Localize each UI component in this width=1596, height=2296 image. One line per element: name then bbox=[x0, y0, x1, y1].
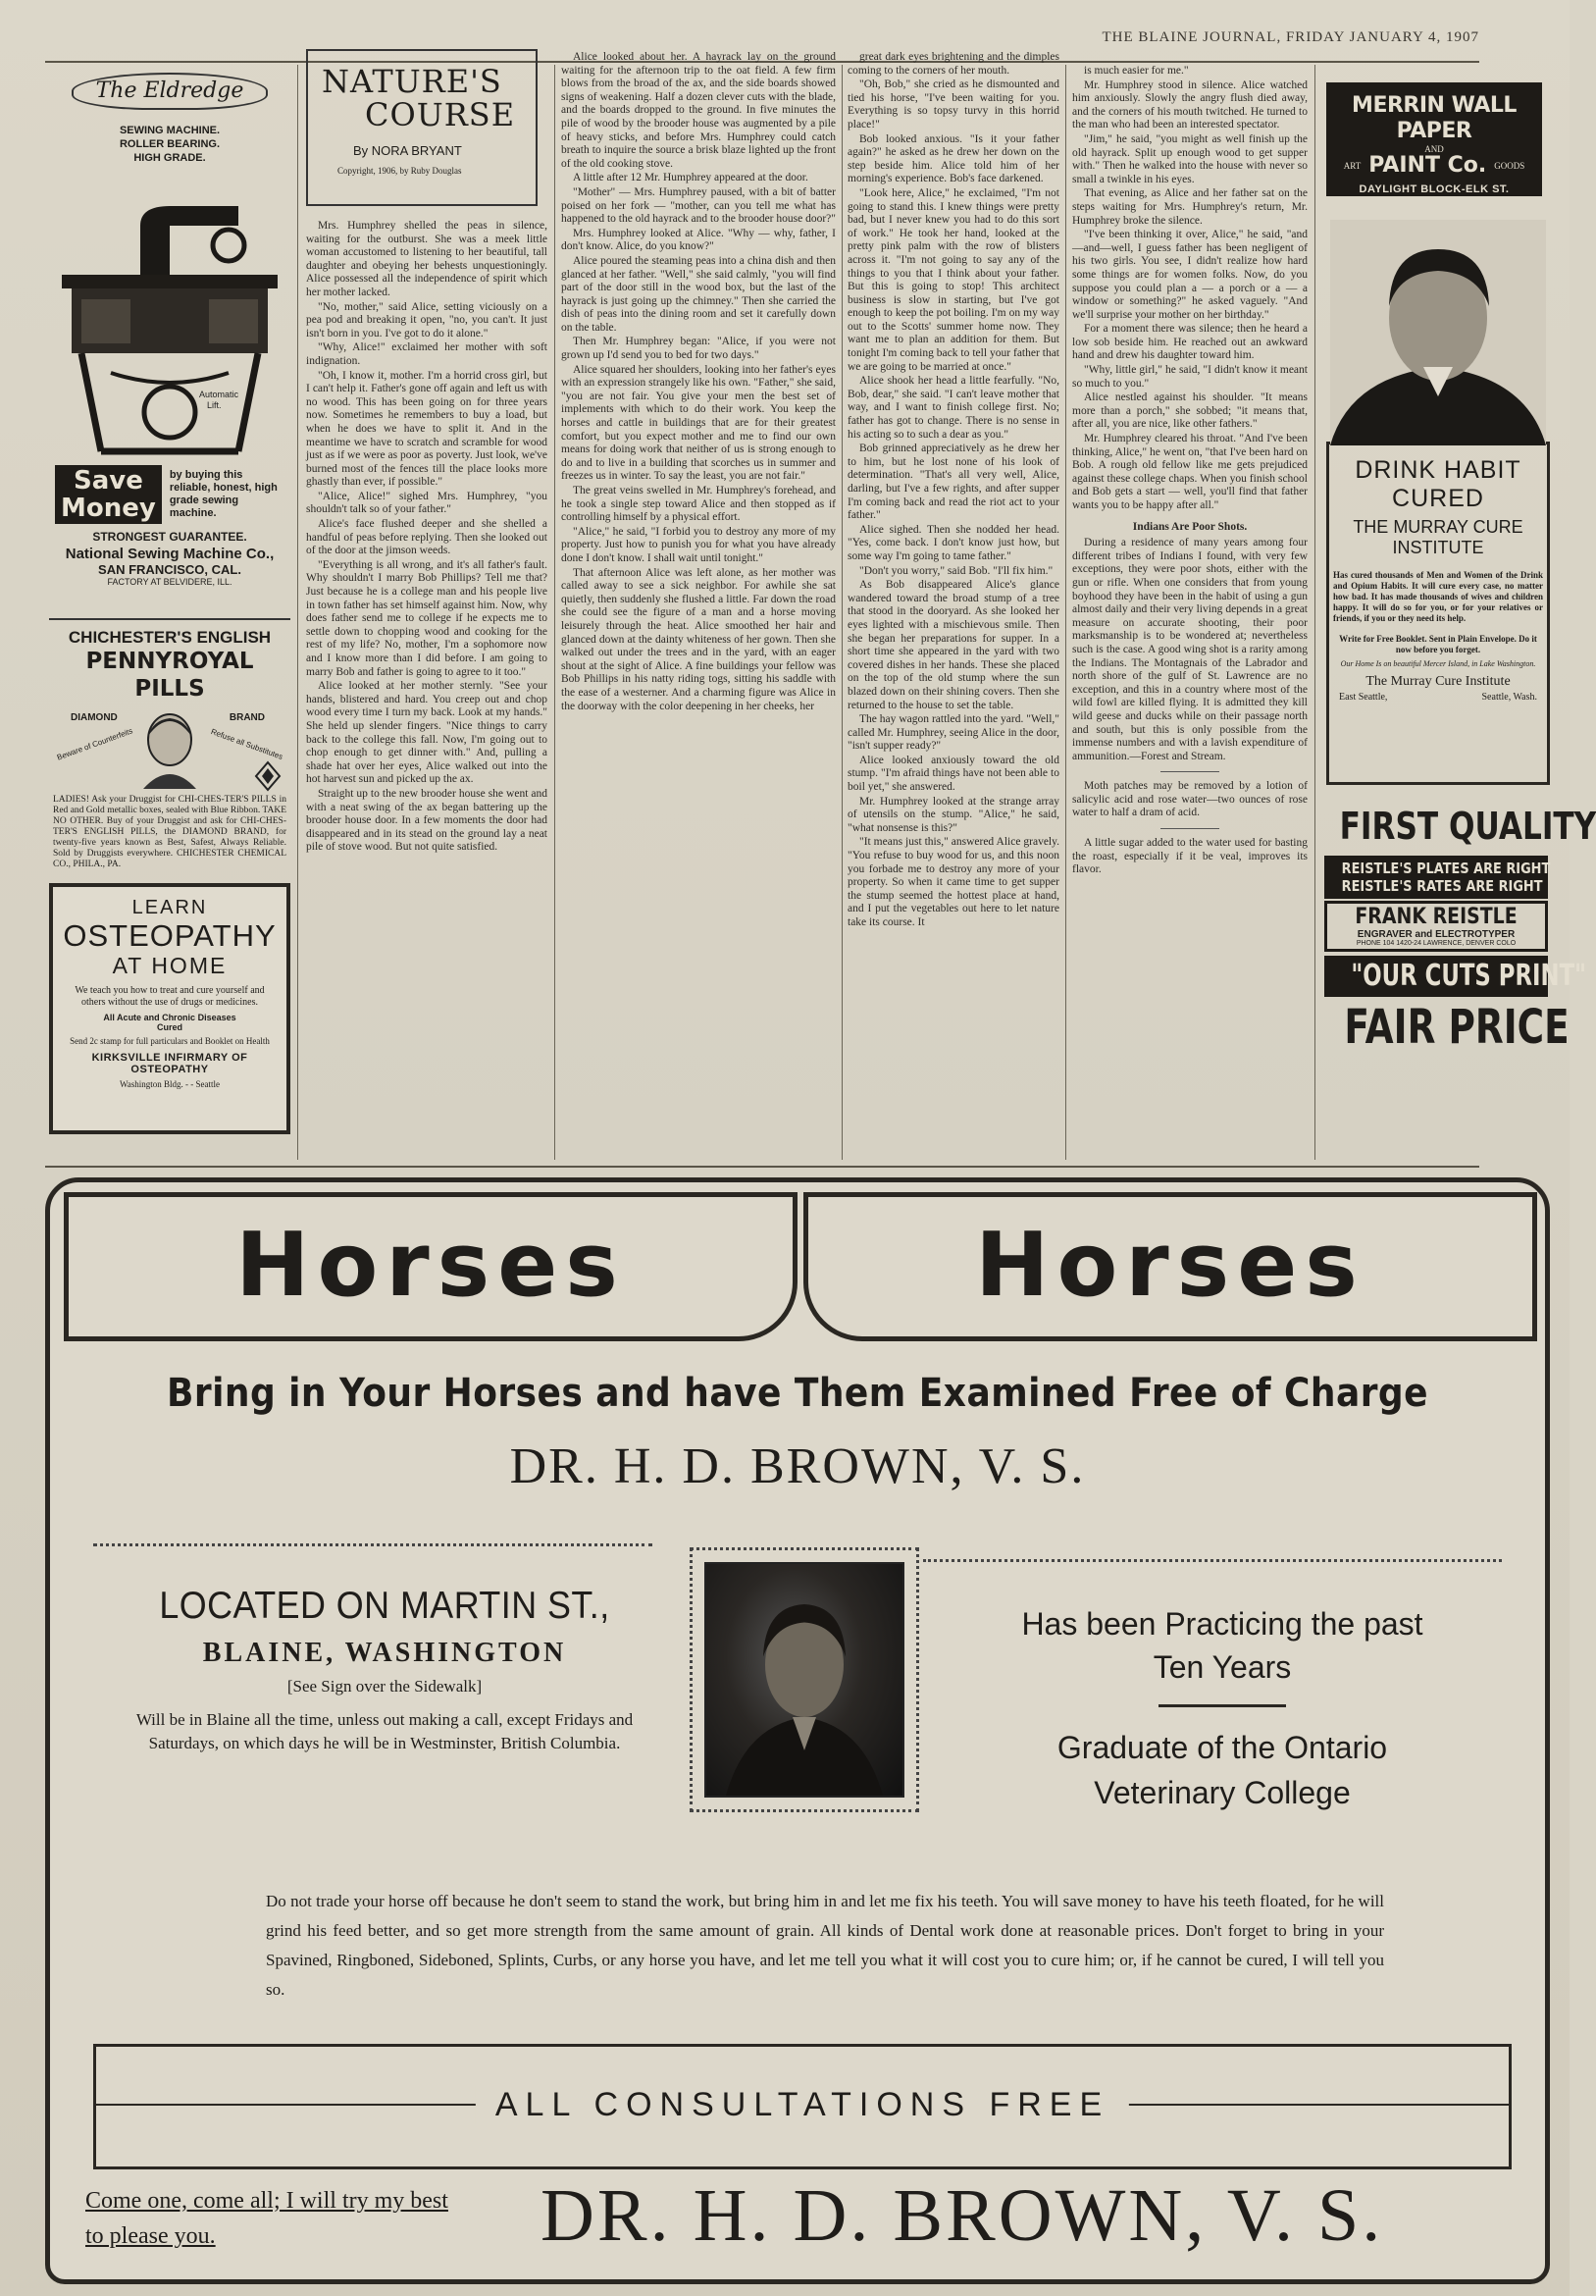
diamond-icon bbox=[255, 761, 281, 791]
murray-write: Write for Free Booklet. Sent in Plain Envelope. Do it now before you forget. bbox=[1339, 634, 1537, 654]
brown-photo-frame bbox=[690, 1547, 919, 1812]
osteo-school: KIRKSVILLE INFIRMARY OF OSTEOPATHY bbox=[91, 1052, 248, 1075]
brown-body: Do not trade your horse off because he don't seem to stand the work, but bring him in and let me fix his teeth. You will save money to have his teeth floated, for he will grind his feed better, and so get more strength from the same amount of grain. All kinds of Dental work done at reasonable prices. Don't forget to bring in your Spavined, Ringboned, Sideboned, Splints, Curbs, or any horse you have, and let me tell you what it will cost you to cure him; or, if he cannot be cured, I will tell you so. bbox=[266, 1892, 1384, 1999]
reistle-engraver: ENGRAVER and ELECTROTYPER bbox=[1357, 929, 1516, 940]
story-column-3 bbox=[848, 51, 1059, 1154]
story-paragraph: Bob grinned appreciatively as he drew her to him, but he lost none of his look of determination. "That's all very well, Alice, darling, but I've a few rights, and after supper I'm coming back and read the riot act to your father." bbox=[848, 443, 1059, 522]
indians-headline: Indians Are Poor Shots. bbox=[1132, 520, 1248, 533]
osteo-home: AT HOME bbox=[112, 953, 228, 978]
chichester-ad bbox=[49, 624, 290, 875]
story-paragraph: The hay wagon rattled into the yard. "Well," called Mr. Humphrey, seeing Alice in the door, "isn't supper ready?" bbox=[848, 713, 1059, 753]
eldredge-buying: by buying this reliable, honest, high grade sewing machine. bbox=[169, 469, 278, 519]
story-paragraph: "I've been thinking it over, Alice," he said, "and—and—well, I guess father has been negligent of his two girls. You see, I didn't realize how hard some things are for women folks. Now, do you suppose you could plan a — a porch or a — a window or something?" he asked vaguely. "And we'll surprise your mother on her birthday." bbox=[1072, 229, 1308, 321]
story-byline: By NORA BRYANT bbox=[353, 143, 462, 158]
column-divider bbox=[1314, 65, 1315, 1160]
story-paragraph: "Look here, Alice," he exclaimed, "I'm not going to stand this. I knew things were pretty bad, but I never knew you had to do this sort of work." He took her hand, looked at the pretty pink palm with the row of blisters across it. "I'm not going to say any of the things to you that I think about your father. But this is going to stop! This architect business is slow in starting, but I've got enough to keep the pot boiling. I'm on my way out to the Scotts' summer home now. They want me to plan an addition for them. But tonight I'm coming back to tell your father that we are going to be married at once." bbox=[848, 186, 1059, 373]
story-paragraph: great dark eyes brightening and the dimples coming to the corners of her mouth. bbox=[848, 51, 1059, 77]
osteopathy-ad bbox=[49, 883, 290, 1134]
eldredge-line: ROLLER BEARING. bbox=[119, 138, 221, 150]
story-paragraph: "Everything is all wrong, and it's all father's fault. Why shouldn't I marry Bob Phillips? Tell me that? Just because he is a college man and his people live in town father has set himself against him. Now, why does father send me to college if he expects me to settle down to chopping wood and cooking for the rest of my life? No, mother, I'm a sophomore now and I know more than I did before. I am going to marry Bob and father is going to agree to it too." bbox=[306, 558, 547, 678]
story-paragraph: "Alice," he said, "I forbid you to destroy any more of my property. Just how to punish you for what you have already done I don't know. I shall wait until tonight." bbox=[561, 525, 836, 564]
mid-rule bbox=[45, 1166, 1479, 1168]
story-paragraph: "No, mother," said Alice, setting viciously on a pea pod and breaking it open, "no, you can't. It just isn't born in you. I've got to do it alone." bbox=[306, 300, 547, 339]
story-paragraph: Alice looked about her. A hayrack lay on the ground waiting for the afternoon trip to the oat field. A few firm blows from the broad of the ax, and the side boards showed signs of weakening. Half a dozen clever cuts with the blade, and the boards dropped to the ground. In five minutes the pile of wood by the brooder house was augmented by a pile of heavy sticks, and before Mrs. Humphrey could catch breath to inquire the source a brisk blaze lighted up the front of the old cooking stove. bbox=[561, 51, 836, 170]
story-paragraph: Bob looked anxious. "Is it your father again?" he asked as he drew her down on the step beside him. Alice told him of her morning's experience. Bob's face darkened. bbox=[848, 132, 1059, 185]
moth-article: Moth patches may be removed by a lotion of salicylic acid and rose water—two ounces of rose water to half a dram of acid. bbox=[1072, 780, 1308, 819]
story-paragraph: "Oh, Bob," she cried as he dismounted and tied his horse, "I've been waiting for you. Everything is so topsy turvy in this horrid place!" bbox=[848, 78, 1059, 130]
beware-label: Beware of Counterfeits bbox=[55, 726, 134, 762]
osteo-acute: All Acute and Chronic Diseases Cured bbox=[103, 1013, 236, 1032]
eldredge-city: SAN FRANCISCO, CAL. bbox=[98, 562, 241, 577]
murray-drink: DRINK HABIT bbox=[1355, 456, 1521, 484]
horses-left: Horses bbox=[235, 1214, 626, 1317]
column-divider bbox=[1065, 65, 1066, 1160]
story-paragraph: Alice looked anxiously toward the old stump. "I'm afraid things have not been able to boil yet," she answered. bbox=[848, 754, 1059, 794]
osteo-send: Send 2c stamp for full particulars and Booklet on Health bbox=[70, 1036, 270, 1046]
osteo-title: OSTEOPATHY bbox=[63, 918, 277, 953]
doctor-photo bbox=[704, 1562, 904, 1798]
article-divider bbox=[1160, 771, 1219, 772]
story-paragraph: "Alice, Alice!" sighed Mrs. Humphrey, "you shouldn't talk so of your father." bbox=[306, 490, 547, 516]
murray-ad bbox=[1322, 214, 1554, 787]
article-divider bbox=[1160, 828, 1219, 829]
osteo-body: We teach you how to treat and cure yourself and others without the use of drugs or medicines. bbox=[75, 985, 265, 1008]
murray-home: Our Home Is on beautiful Mercer Island, in Lake Washington. bbox=[1340, 659, 1536, 668]
merrin-line2: PAINT Co. bbox=[1368, 153, 1487, 178]
reistle-name: FRANK REISTLE bbox=[1355, 905, 1518, 929]
brown-name-top: DR. H. D. BROWN, V. S. bbox=[509, 1438, 1086, 1494]
story-paragraph: Alice looked at her mother sternly. "See your hands, blistered and hard. You creep out and chop wood every time I turn my back. Look at my hands." She held up slender fingers. "Nice things to carry back to the college this fall. Now, I'm going out to chop enough to get dinner with." And, pulling a shade hat over her eyes, Alice walked out into the hot harvest sun and picked up the ax. bbox=[306, 680, 547, 786]
story-paragraph: Mr. Humphrey cleared his throat. "And I've been thinking, Alice," he went on, "that I've been hard on Bob. A rough old fellow like me gets prejudiced against these college chaps. When you finish school and Bob gets a start — well, you'll find that father wants you to be happy after all." bbox=[1072, 433, 1308, 511]
murray-inst: INSTITUTE bbox=[1392, 538, 1484, 557]
eldredge-company: National Sewing Machine Co., bbox=[65, 546, 275, 562]
reistle-ad bbox=[1318, 801, 1596, 1156]
brand-label: BRAND bbox=[229, 712, 265, 723]
murray-addr1: East Seattle, bbox=[1339, 692, 1388, 703]
story-paragraph: "Why, little girl," he said, "I didn't know it meant so much to you." bbox=[1072, 364, 1308, 390]
story-paragraph: That evening, as Alice and her father sat on the steps waiting for Mrs. Humphrey's return, Mr. Humphrey broke the silence. bbox=[1072, 187, 1308, 227]
man-portrait-icon bbox=[1330, 220, 1546, 445]
story-paragraph: A little after 12 Mr. Humphrey appeared at the door. bbox=[573, 172, 808, 184]
eldredge-guarantee: STRONGEST GUARANTEE. bbox=[92, 530, 247, 544]
story-column-2 bbox=[561, 51, 836, 1154]
dotted-divider bbox=[923, 1559, 1502, 1562]
money-text: Money bbox=[61, 494, 156, 523]
sugar-article: A little sugar added to the water used for basting the roast, especially if it be veal, improves its flavor. bbox=[1072, 837, 1308, 876]
story-paragraph: That afternoon Alice was left alone, as her mother was called away to see a sick neighbor. For awhile she sat quietly, then suddenly she flushed a little. Far down the road she could see the figure of a man and a horse moving leisurely through the heat. Alice smoothed her hair and glanced down at the dainty whiteness of her gown. Then she walked out under the trees and in the yard, with an eager shout at the sight of Alice. A fine buildings your fellow was Bob Phillips in his natty riding togs, sitting his saddle with the ease of a westerner. And a charming figure was Alice in the doorway with the color deepening in her cheeks, her bbox=[561, 566, 836, 712]
eldredge-ad bbox=[49, 65, 290, 614]
eldredge-line: SEWING MACHINE. bbox=[119, 125, 221, 136]
story-title-box bbox=[306, 49, 538, 206]
story-paragraph: Mrs. Humphrey looked at Alice. "Why — why, father, I don't know. Alice, do you know?" bbox=[561, 227, 836, 253]
murray-body: Has cured thousands of Men and Women of the Drink and Opium Habits. It will cure every case, no matter how bad. It has made thousands of wives and children happy. It will do so for you, or for your relatives or friends, if you or they need its help. bbox=[1333, 570, 1543, 623]
diamond-label: DIAMOND bbox=[71, 712, 118, 723]
brown-will: Will be in Blaine all the time, unless out making a call, except Fridays and Saturdays, on which days he will be in Westminster, British Columbia. bbox=[135, 1710, 634, 1752]
brown-city: BLAINE, WASHINGTON bbox=[202, 1638, 567, 1668]
eldredge-line: HIGH GRADE. bbox=[133, 152, 206, 164]
story-paragraph: Alice nestled against his shoulder. "It means more than a porch," she sobbed; "it means that, after all, you are nice, like other fathers." bbox=[1072, 391, 1308, 431]
consultations-frame bbox=[93, 2044, 1512, 2169]
osteo-address: Washington Bldg. - - Seattle bbox=[119, 1079, 220, 1089]
story-paragraph: Then Mr. Humphrey began: "Alice, if you were not grown up I'd send you to bed for two days." bbox=[561, 336, 836, 362]
save-money-badge bbox=[55, 465, 162, 524]
dotted-divider bbox=[93, 1543, 652, 1546]
murray-addr2: Seattle, Wash. bbox=[1481, 692, 1537, 703]
story-column-1 bbox=[306, 220, 547, 1154]
brown-headline: Bring in Your Horses and have Them Examined Free of Charge bbox=[166, 1371, 1429, 1416]
reistle-plates: REISTLE'S PLATES ARE RIGHT bbox=[1341, 860, 1551, 877]
column-divider bbox=[842, 65, 843, 1160]
story-paragraph: "Oh, I know it, mother. I'm a horrid cross girl, but I can't help it. Father's gone off again and left us with no wood. This has been going on for three years now. Sometimes he remembers to buy a load, but when he does we have to split it. And in the meantime we have to scratch and scramble for wood just as if we were as poor as poverty. Just look, we've burned most of the fences till the place looks more ghastly than ever, if possible." bbox=[306, 369, 547, 489]
svg-text:Automatic: Automatic bbox=[199, 390, 239, 399]
chichester-body: LADIES! Ask your Druggist for CHI-CHES-TER'S PILLS in Red and Gold metallic boxes, sealed with Blue Ribbon. TAKE NO OTHER. Buy of your Druggist and ask for CHI-CHES-TER'S ENGLISH PILLS, the DIAMOND BRAND, for twenty-five years known as Best, Safest, Always Reliable. Sold by Druggists everywhere. CHICHESTER CHEMICAL CO., PHILA., PA. bbox=[53, 795, 286, 869]
story-paragraph: Alice poured the steaming peas into a china dish and then glanced at her father. "Well," she said calmly, "you will find part of the door still in the wood box, but the last of the hayrack is just going up the chimney." Then she carried the dish of peas into the dining room and set it carefully down on the table. bbox=[561, 254, 836, 334]
story-paragraph: is much easier for me." bbox=[1084, 65, 1189, 77]
indians-article: During a residence of many years among four different tribes of Indians I found, with very few exceptions, they were poor shots, either with the gun or rifle. When one considers that from young boyhood they have been in the habit of using a gun almost daily and their very living depends in a great measure on accurate shooting, their poor marksmanship is to be wondered at; nevertheless such is the case. A good wing shot is a rarity among the Indians. The Montagnais of the Labrador and north shore of the gulf of St. Lawrence are no exception, and this in a country where most of the wild fowl are killed flying. It is admitted they kill wild geese and ducks while on their passage north and south, but this is only possible from the immense numbers and with a lavish expenditure of ammunition.—Forest and Stream. bbox=[1072, 537, 1308, 762]
story-paragraph: The great veins swelled in Mr. Humphrey's forehead, and he took a single step toward Alice and then stopped as if controlling himself by a physical effort. bbox=[561, 485, 836, 524]
brown-sign: [See Sign over the Sidewalk] bbox=[286, 1677, 483, 1696]
ad-divider bbox=[49, 618, 290, 620]
brown-name-bottom: DR. H. D. BROWN, V. S. bbox=[541, 2174, 1384, 2257]
refuse-label: Refuse all Substitutes bbox=[209, 727, 284, 761]
chichester-line1: CHICHESTER'S ENGLISH bbox=[68, 628, 272, 647]
story-paragraph: "Don't you worry," said Bob. "I'll fix him." bbox=[859, 564, 1054, 577]
murray-cured: CURED bbox=[1392, 485, 1484, 512]
story-paragraph: Alice squared her shoulders, looking into her father's eyes with an expression strangely like his own. "Father," she said, "you are not fair. You give your men the best set of implements with which to do their work. You keep the horses and cattle in buildings that are for their greatest comfort, but you expect mother and me to find our own means for doing work that neither of us is strong enough to do and to live in a building that scorches us in summer and freezes us in winter. To say the least, you are not fair." bbox=[561, 363, 836, 483]
brown-credentials bbox=[933, 1602, 1512, 1815]
reistle-rates: REISTLE'S RATES ARE RIGHT bbox=[1341, 877, 1543, 895]
brown-practicing: Has been Practicing the past Ten Years bbox=[1021, 1606, 1423, 1685]
merrin-line1: MERRIN WALL PAPER bbox=[1352, 93, 1517, 143]
murray-name: THE MURRAY CURE bbox=[1353, 517, 1523, 537]
story-paragraph: Straight up to the new brooder house she went and with a neat swing of the ax began battering up the brooder house door. In a few moments the door had disappeared and in its stead on the ground lay a neat pile of stove wood. But not quite satisfied. bbox=[306, 787, 547, 854]
reistle-cuts: "OUR CUTS PRINT" bbox=[1351, 959, 1587, 993]
story-column-4 bbox=[1072, 65, 1308, 1154]
story-paragraph: "Mother" — Mrs. Humphrey paused, with a bit of batter poised on her fork — "mother, can you tell me what has happened to the old hayrack and to the brooder house door?" bbox=[561, 185, 836, 226]
reistle-first: FIRST QUALITY bbox=[1339, 805, 1596, 848]
brown-location bbox=[85, 1585, 684, 1755]
osteo-learn: LEARN bbox=[131, 897, 208, 918]
sewing-machine-icon bbox=[52, 167, 287, 461]
story-paragraph: "Why, Alice!" exclaimed her mother with soft indignation. bbox=[306, 341, 547, 367]
horses-right: Horses bbox=[975, 1214, 1365, 1317]
column-divider bbox=[554, 65, 555, 1160]
story-paragraph: Mr. Humphrey stood in silence. Alice watched him anxiously. Slowly the angry flush died away, and the corners of his mouth twitched. He turned to the man who had been an interested spectator. bbox=[1072, 78, 1308, 131]
story-title2: COURSE bbox=[365, 96, 516, 133]
brown-graduate: Graduate of the Ontario Veterinary College bbox=[1056, 1730, 1388, 1810]
story-paragraph: Mr. Humphrey looked at the strange array of utensils on the stump. "Alice," he said, "what nonsense is this?" bbox=[848, 795, 1059, 834]
merrin-block: DAYLIGHT BLOCK-ELK ST. bbox=[1359, 183, 1510, 195]
chichester-line2: PENNYROYAL PILLS bbox=[85, 649, 254, 702]
story-paragraph: "Jim," he said, "you might as well finish up the old hayrack. Split up enough wood to get supper with." Then he walked into the house with never so small a twinkle in his eyes. bbox=[1072, 132, 1308, 185]
masthead: THE BLAINE JOURNAL, FRIDAY JANUARY 4, 1907 bbox=[1102, 29, 1479, 45]
story-paragraph: Alice shook her head a little fearfully. "No, Bob, dear," she said. "I can't leave mother that way, and I want to finish college first. No; father has got to change. There is no sense in his acting so to such a dear as you." bbox=[848, 375, 1059, 441]
column-divider bbox=[297, 65, 298, 1160]
reistle-fair: FAIR PRICE bbox=[1344, 1000, 1570, 1055]
eldredge-factory: FACTORY AT BELVIDERE, ILL. bbox=[107, 577, 232, 587]
eldredge-logo: The Eldredge bbox=[72, 73, 268, 110]
story-paragraph: For a moment there was silence; then he heard a low sob beside him. He reached out an awkward hand and drew his daughter toward him. bbox=[1072, 323, 1308, 362]
story-title1: NATURE'S bbox=[322, 63, 502, 100]
brown-ad bbox=[45, 1177, 1550, 2284]
consultations-text: ALL CONSULTATIONS FREE bbox=[476, 2086, 1129, 2124]
brown-come: Come one, come all; I will try my best to please you. bbox=[85, 2188, 448, 2249]
story-copyright: Copyright, 1906, by Ruby Douglas bbox=[337, 166, 462, 176]
story-paragraph: Mrs. Humphrey shelled the peas in silence, waiting for the outburst. She was a meek little woman accustomed to listening to her beautiful, tall daughter and obeying her behests unquestioningly. Alice possessed all the independence of spirit which her mother lacked. bbox=[306, 220, 547, 298]
svg-text:Lift.: Lift. bbox=[207, 400, 222, 410]
story-paragraph: Alice's face flushed deeper and she shelled a handful of peas before replying. Then she looked out of the door at the jimson weeds. bbox=[306, 518, 547, 557]
merrin-goods: GOODS bbox=[1494, 161, 1525, 171]
story-paragraph: "It means just this," answered Alice gravely. "You refuse to buy wood for us, and this noon you forbade me to destroy any more of your property. So when it came time to get supper the stump seemed the hottest place at hand, and I put the vegetables out here to let nature take its course. It bbox=[848, 836, 1059, 928]
doctor-portrait-icon bbox=[706, 1564, 902, 1796]
murray-sig: The Murray Cure Institute bbox=[1365, 674, 1511, 689]
brown-located: LOCATED ON MARTIN ST., bbox=[159, 1585, 610, 1627]
merrin-and: AND bbox=[1424, 144, 1444, 154]
story-paragraph: Alice sighed. Then she nodded her head. "Yes, come back. I don't know just how, but some way I'm going to tame father." bbox=[848, 523, 1059, 562]
save-text: Save bbox=[73, 466, 143, 496]
merrin-art: ART bbox=[1343, 161, 1362, 171]
story-paragraph: As Bob disappeared Alice's glance wandered toward the broad stump of a tree that stood in the dooryard. As she looked her eyes lighted with a mischievous smile. Then she began her preparations for supper. In a short time she appeared in the yard with two covered dishes in her hands. These she placed on the top of the old stump where the sun blazed down on their shining covers. Then she returned to the house to set the table. bbox=[848, 579, 1059, 711]
lady-portrait-icon bbox=[135, 710, 204, 789]
reistle-addr: PHONE 104 1420-24 LAWRENCE, DENVER COLO bbox=[1356, 940, 1517, 947]
credentials-rule bbox=[1158, 1704, 1286, 1707]
merrin-ad bbox=[1326, 82, 1542, 196]
